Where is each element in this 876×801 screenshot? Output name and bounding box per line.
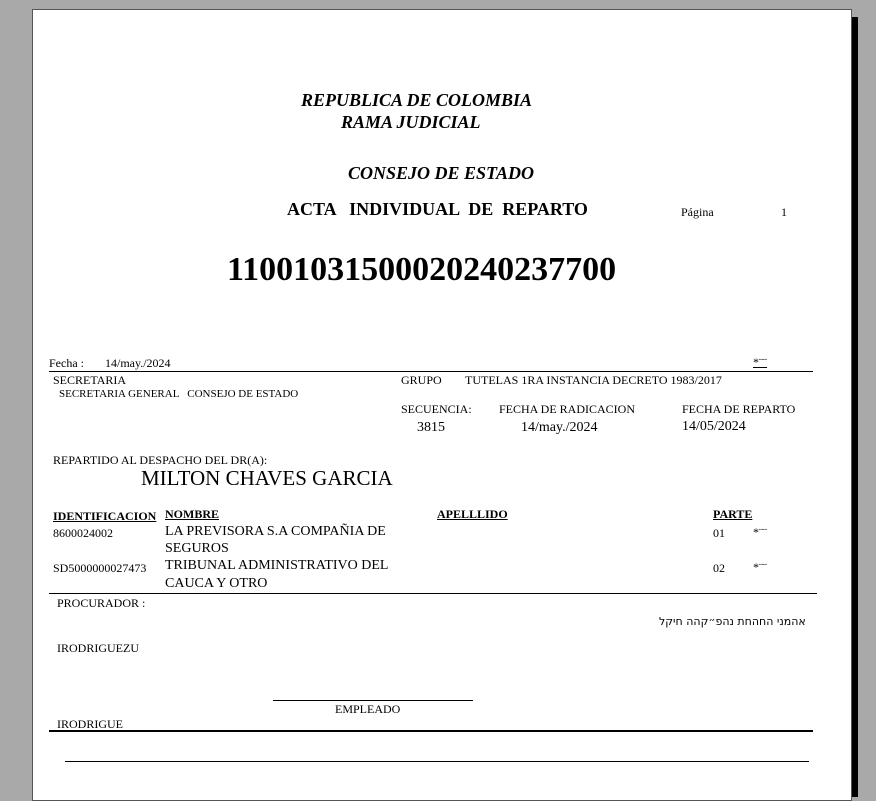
header-republica: REPUBLICA DE COLOMBIA: [301, 90, 533, 110]
column-header-parte: PARTE: [713, 507, 753, 521]
page-label: Página: [681, 205, 714, 219]
fecha-reparto-label: FECHA DE REPARTO: [682, 402, 796, 416]
empleado-label: EMPLEADO: [335, 702, 401, 716]
header-entity: CONSEJO DE ESTADO: [348, 163, 535, 183]
divider: [49, 371, 813, 372]
divider: [65, 761, 809, 762]
fecha-mark: *¨¨: [753, 355, 767, 369]
act-title: ACTA INDIVIDUAL DE REPARTO: [287, 199, 588, 219]
signature-line: [273, 700, 473, 701]
row-mark: *¨¨: [753, 525, 767, 539]
column-header-apellido: APELLLIDO: [437, 507, 508, 521]
document-page: [32, 9, 852, 801]
row-id: SD5000000027473: [53, 561, 147, 575]
barcode-text: אהמני החהחת נהפ״קהה חיקל: [659, 615, 806, 628]
row-nombre-line2: SEGUROS: [165, 541, 229, 556]
fecha-label: Fecha :: [49, 356, 84, 370]
repartido-label: REPARTIDO AL DESPACHO DEL DR(A):: [53, 453, 268, 467]
row-nombre-line1: LA PREVISORA S.A COMPAÑIA DE: [165, 524, 386, 539]
secretaria-value: SECRETARIA GENERAL CONSEJO DE ESTADO: [59, 388, 299, 400]
row-id: 8600024002: [53, 526, 113, 540]
secuencia-label: SECUENCIA:: [401, 402, 472, 416]
divider: [49, 730, 813, 732]
divider: [49, 593, 817, 594]
fecha-value: 14/may./2024: [105, 356, 171, 370]
row-parte: 01: [713, 526, 725, 540]
footer-code: IRODRIGUE: [57, 717, 123, 731]
column-header-nombre: NOMBRE: [165, 507, 219, 521]
row-parte: 02: [713, 561, 725, 575]
row-nombre-line2: CAUCA Y OTRO: [165, 576, 268, 591]
column-header-id: IDENTIFICACION: [53, 509, 157, 523]
fecha-radicacion-value: 14/may./2024: [521, 420, 598, 435]
assigned-judge-name: MILTON CHAVES GARCIA: [141, 466, 393, 490]
fecha-reparto-value: 14/05/2024: [682, 419, 746, 434]
secuencia-value: 3815: [417, 420, 445, 435]
grupo-value: TUTELAS 1RA INSTANCIA DECRETO 1983/2017: [465, 373, 722, 387]
user-code: IRODRIGUEZU: [57, 641, 139, 655]
case-number: 11001031500020240237700: [227, 251, 617, 288]
secretaria-label: SECRETARIA: [53, 373, 127, 387]
procurador-label: PROCURADOR :: [57, 596, 146, 610]
row-mark: *¨¨: [753, 560, 767, 574]
row-nombre-line1: TRIBUNAL ADMINISTRATIVO DEL: [165, 558, 389, 573]
fecha-radicacion-label: FECHA DE RADICACION: [499, 402, 636, 416]
page-number: 1: [781, 205, 787, 219]
grupo-label: GRUPO: [401, 373, 442, 387]
header-rama-judicial: RAMA JUDICIAL: [341, 112, 481, 132]
